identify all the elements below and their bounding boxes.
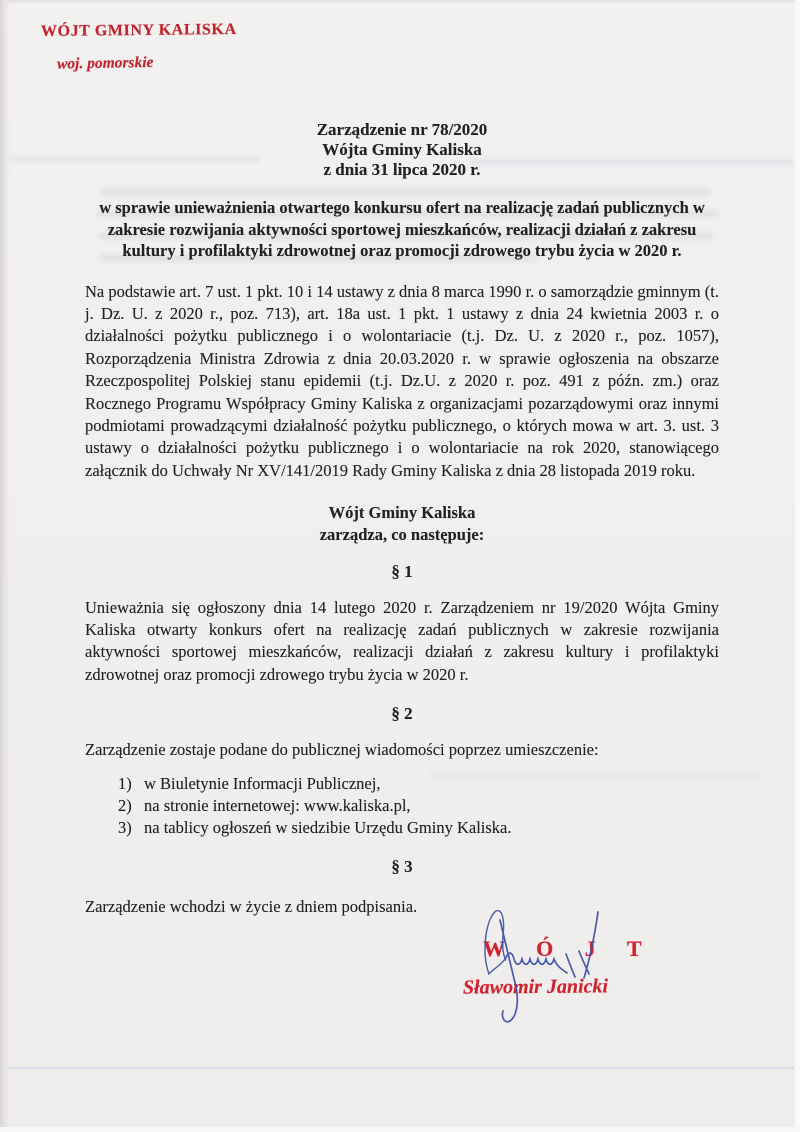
- scan-edge-bottom: [0, 1127, 800, 1132]
- document-body: [85, 0, 719, 919]
- list-item-number: 2): [118, 796, 132, 815]
- list-item: [118, 773, 719, 795]
- list-item: [118, 795, 719, 817]
- publication-list: [118, 773, 719, 839]
- list-item-text: w Biuletynie Informacji Publicznej,: [144, 774, 381, 793]
- list-item-text: na stronie internetowej: www.kaliska.pl,: [144, 796, 411, 815]
- list-item-number: 1): [118, 774, 132, 793]
- list-item: [118, 817, 719, 839]
- section-2-heading: § 2: [391, 704, 413, 724]
- signature-title-stamp: W Ó J T: [483, 936, 655, 961]
- title-issuer: Wójta Gminy Kaliska: [322, 140, 482, 159]
- list-item-text: na tablicy ogłoszeń w siedzibie Urzędu Gminy Kaliska.: [144, 818, 512, 837]
- order-intro-line2: zarządza, co następuje:: [319, 525, 485, 545]
- document-subject: w sprawie unieważnienia otwartego konkursu ofert na realizację zadań publicznych w zakresie rozwijania aktywności sportowej mieszkańców, realizacji działań z zakresu kultury i profilaktyki zdrowotnej oraz promocji zdrowego trybu życia w 2020 r.: [99, 198, 705, 260]
- section-1-heading: § 1: [391, 562, 413, 582]
- stamp-office-name: WÓJT GMINY KALISKA: [40, 20, 237, 41]
- section-3-paragraph: Zarządzenie wchodzi w życie z dniem podpisania.: [85, 897, 418, 917]
- title-number: Zarządzenie nr 78/2020: [316, 120, 488, 139]
- scan-edge-right: [795, 0, 800, 1132]
- section-2-paragraph: Zarządzenie zostaje podane do publicznej wiadomości poprzez umieszczenie:: [85, 739, 599, 759]
- order-intro-line1: Wójt Gminy Kaliska: [328, 503, 476, 523]
- document-title: [85, 120, 719, 180]
- section-1-paragraph: Unieważnia się ogłoszony dnia 14 lutego 2020 r. Zarządzeniem nr 19/2020 Wójta Gminy Kaliska otwarty konkurs ofert na realizację zadań publicznych w zakresie rozwijania aktywności sportowej mieszkańców, realizacji działań z zakresu kultury i profilaktyki zdrowotnej oraz promocji zdrowego trybu życia w 2020 r.: [85, 597, 719, 684]
- scan-edge-left: [0, 0, 10, 1132]
- scan-line-artifact: [8, 1067, 794, 1069]
- title-date: z dnia 31 lipca 2020 r.: [323, 160, 481, 179]
- handwritten-signature-icon: [450, 890, 680, 1040]
- signature-name-stamp: Sławomir Janicki: [462, 975, 609, 999]
- stamp-voivodeship: woj. pomorskie: [56, 53, 154, 73]
- order-intro: [85, 502, 719, 546]
- signature-block: [450, 890, 680, 1040]
- list-item-number: 3): [118, 818, 132, 837]
- section-3-heading: § 3: [391, 857, 413, 876]
- legal-basis-paragraph: Na podstawie art. 7 ust. 1 pkt. 10 i 14 ustawy z dnia 8 marca 1990 r. o samorządzie gminnym (t. j. Dz. U. z 2020 r., poz. 713), art. 18a ust. 1 pkt. 1 ustawy z dnia 24 kwietnia 2003 r. o działalności pożytku publicznego i o wolontariacie (t.j. Dz. U. z 2020 r., poz. 1057), Rozporządzenia Ministra Zdrowia z dnia 20.03.2020 r. w sprawie ogłoszenia na obszarze Rzeczpospolitej Polskiej stanu epidemii (t.j. Dz.U. z 2020 r. poz. 491 z późn. zm.) oraz Rocznego Programu Współpracy Gminy Kaliska z organizacjami pozarządowymi oraz innymi podmiotami prowadzącymi działalność pożytku publicznego, o których mowa w art. 3. ust. 3 ustawy o działalności pożytku publicznego i o wolontariacie na rok 2020, stanowiącego załącznik do Uchwały Nr XV/141/2019 Rady Gminy Kaliska z dnia 28 listopada 2019 roku.: [85, 281, 719, 480]
